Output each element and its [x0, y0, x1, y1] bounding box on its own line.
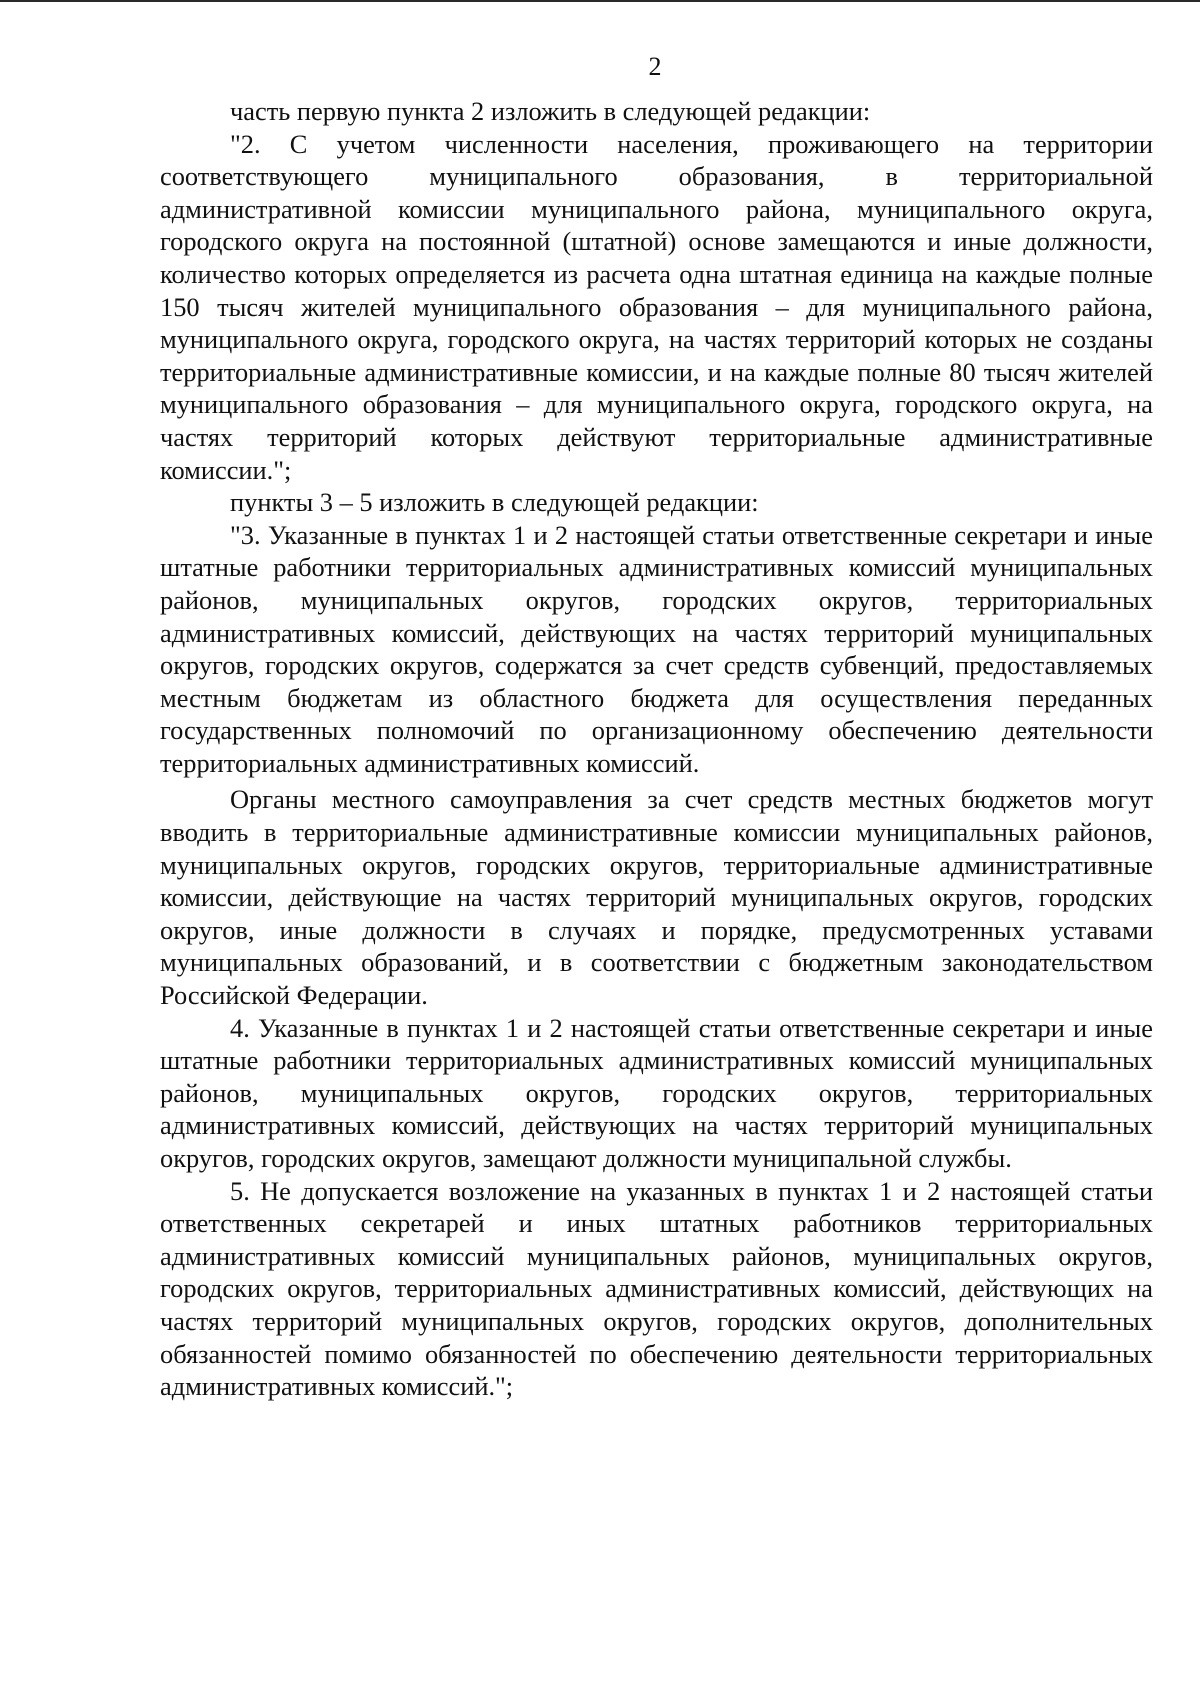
paragraph-point-3: "3. Указанные в пунктах 1 и 2 настоящей статьи ответственные секретари и иные штатные работники территориальных административных комиссий муниципальных районов, муниципальных округов, городских округов, территориальных административных комиссий, действующих на частях территорий муниципальных округов, городских округов, содержатся за счет средств субвенций, предоставляемых местным бюджетам из областного бюджета для осуществления переданных государственных полномочий по организационному обеспечению деятельности территориальных административных комиссий.	[160, 519, 1153, 778]
paragraph-point-2: "2. С учетом численности населения, проживающего на территории соответствующего муниципального образования, в территориальной административной комиссии муниципального района, муниципального округа, городского округа на постоянной (штатной) основе замещаются и иные должности, количество которых определяется из расчета одна штатная единица на каждые полные 150 тысяч жителей муниципального образования – для муниципального района, муниципального округа, городского округа, на частях территорий которых не созданы территориальные административные комиссии, и на каждые полные 80 тысяч жителей муниципального образования – для муниципального округа, городского округа, на частях территорий которых действуют территориальные административные комиссии.";	[160, 128, 1153, 485]
paragraph-point-4: 4. Указанные в пунктах 1 и 2 настоящей статьи ответственные секретари и иные штатные работники территориальных административных комиссий муниципальных районов, муниципальных округов, городских округов, территориальных административных комиссий, действующих на частях территорий муниципальных округов, городских округов, замещают должности муниципальной службы.	[160, 1012, 1153, 1173]
page-number: 2	[648, 52, 662, 81]
paragraph-point-5: 5. Не допускается возложение на указанных в пунктах 1 и 2 настоящей статьи ответственных секретарей и иных штатных работников территориальных административных комиссий муниципальных районов, муниципальных округов, городских округов, территориальных административных комиссий, действующих на частях территорий муниципальных округов, городских округов, дополнительных обязанностей помимо обязанностей по обеспечению деятельности территориальных административных комиссий.";	[160, 1175, 1153, 1402]
paragraph-local-self-government: Органы местного самоуправления за счет средств местных бюджетов могут вводить в территориальные административные комиссии муниципальных районов, муниципальных округов, городских округов, территориальные административные комиссии, действующие на частях территорий муниципальных округов, городских округов, иные должности в случаях и порядке, предусмотренных уставами муниципальных образований, и в соответствии с бюджетным законодательством Российской Федерации.	[160, 784, 1153, 1011]
page-top-border	[0, 0, 1200, 2]
paragraph-intro-part-one: часть первую пункта 2 изложить в следующей редакции:	[230, 96, 871, 126]
document-body	[160, 95, 1153, 1403]
paragraph-intro-points-3-5: пункты 3 – 5 изложить в следующей редакции:	[230, 487, 759, 518]
